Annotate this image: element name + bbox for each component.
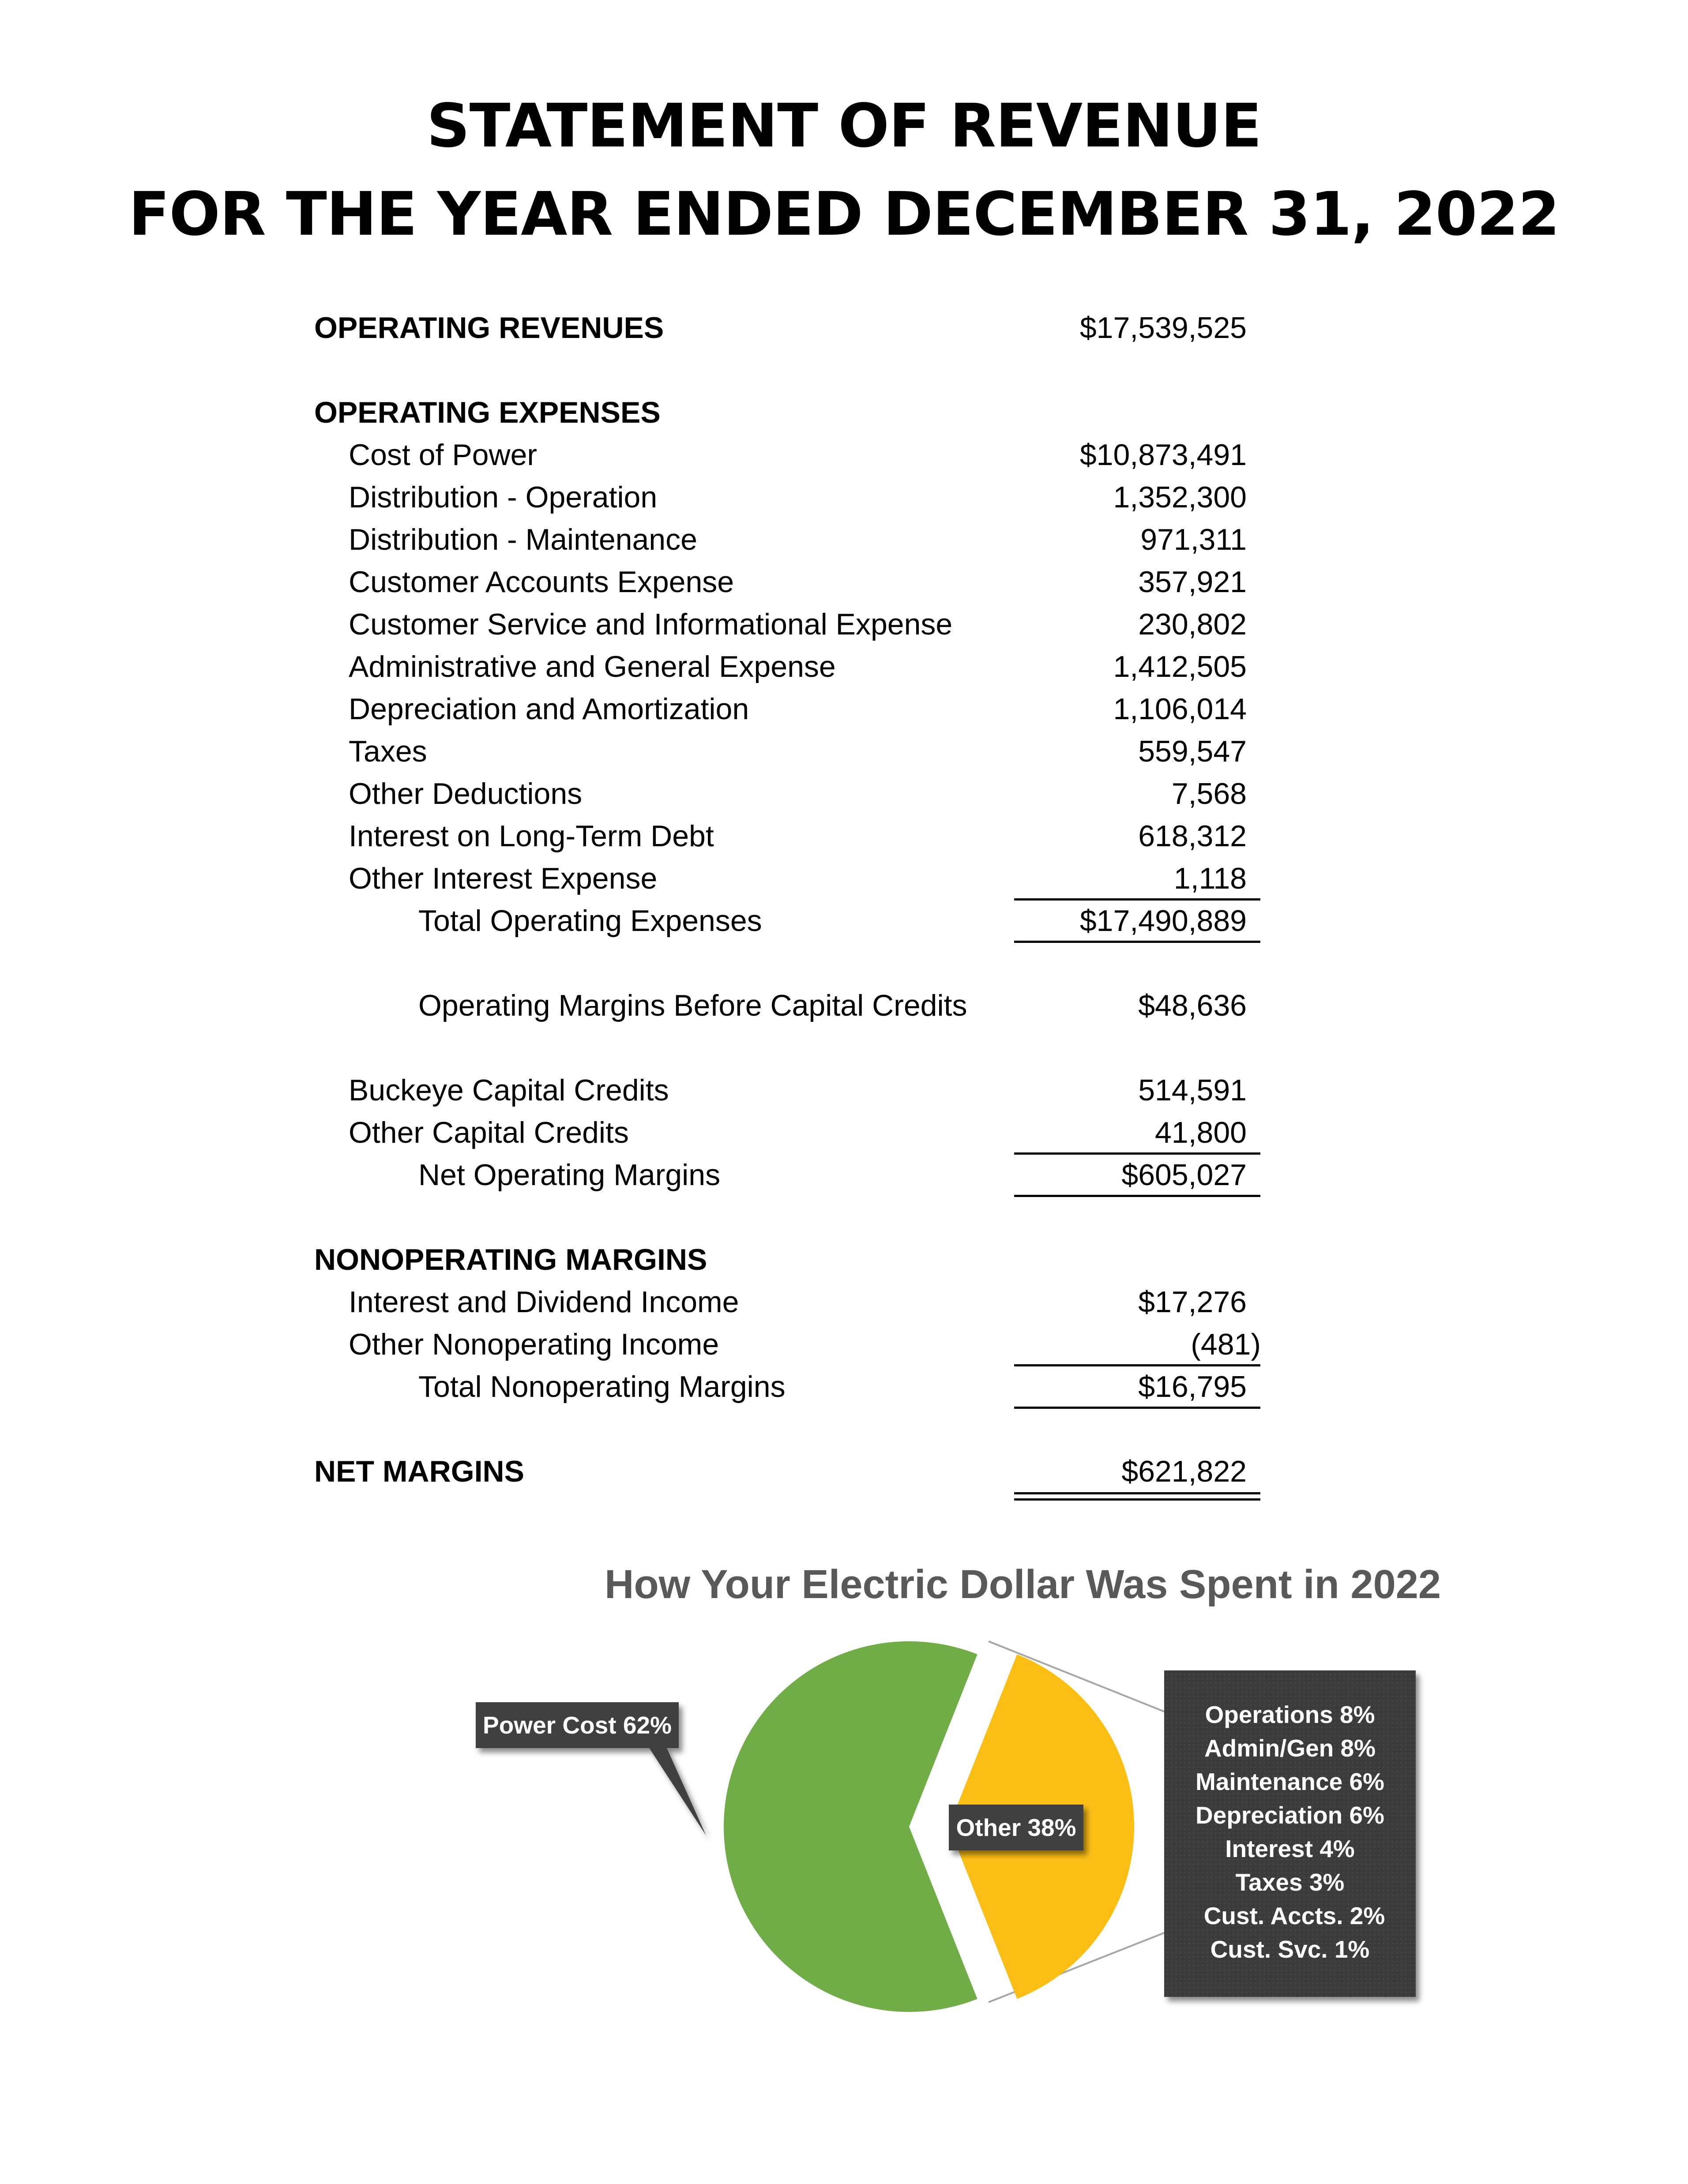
operating-revenues-amount: $17,539,525	[1079, 311, 1247, 345]
net-margins-amount: $621,822	[1121, 1455, 1247, 1488]
breakdown-item: Depreciation 6%	[1196, 1801, 1384, 1829]
breakdown-item: Cust. Accts. 2%	[1203, 1902, 1385, 1929]
capital-credit-label: Other Capital Credits	[349, 1116, 629, 1149]
operating-revenues-label: OPERATING REVENUES	[314, 311, 664, 345]
expense-amount: 1,118	[1173, 862, 1247, 895]
expense-label: Customer Service and Informational Expense	[349, 608, 953, 641]
expense-label: Interest on Long-Term Debt	[349, 819, 714, 853]
breakdown-item: Admin/Gen 8%	[1204, 1734, 1376, 1762]
power-cost-label: Power Cost 62%	[483, 1711, 672, 1739]
chart-title: How Your Electric Dollar Was Spent in 2022	[605, 1562, 1441, 1607]
expense-label: Other Deductions	[349, 777, 583, 811]
expense-amount: 357,921	[1138, 565, 1247, 599]
nonoperating-amount: (481)	[1191, 1328, 1261, 1361]
expense-amount: 1,352,300	[1113, 480, 1247, 514]
page-title-line-1: STATEMENT OF REVENUE	[426, 91, 1262, 161]
breakdown-item: Operations 8%	[1205, 1701, 1375, 1728]
expense-amount: 230,802	[1138, 608, 1247, 641]
expense-label: Depreciation and Amortization	[349, 692, 749, 726]
breakdown-item: Maintenance 6%	[1196, 1768, 1384, 1795]
total-nonoperating-label: Total Nonoperating Margins	[418, 1370, 786, 1403]
page-title-line-2: FOR THE YEAR ENDED DECEMBER 31, 2022	[128, 180, 1560, 249]
pie-slice-power-cost	[724, 1641, 977, 2012]
expense-amount: 559,547	[1138, 735, 1247, 768]
total-operating-expenses-label: Total Operating Expenses	[418, 904, 762, 938]
expense-label: Distribution - Maintenance	[349, 523, 697, 556]
expense-amount: $10,873,491	[1079, 438, 1247, 472]
expense-label: Cost of Power	[349, 438, 538, 472]
other-label: Other 38%	[956, 1814, 1076, 1841]
expense-label: Other Interest Expense	[349, 862, 658, 895]
capital-credit-amount: 514,591	[1138, 1073, 1247, 1107]
expense-label: Distribution - Operation	[349, 480, 658, 514]
breakdown-item: Taxes 3%	[1235, 1869, 1345, 1896]
nonoperating-heading: NONOPERATING MARGINS	[314, 1243, 707, 1276]
expense-amount: 971,311	[1140, 523, 1247, 556]
expense-amount: 1,106,014	[1113, 692, 1247, 726]
nonoperating-label: Interest and Dividend Income	[349, 1285, 739, 1319]
breakdown-item: Cust. Svc. 1%	[1210, 1936, 1370, 1963]
net-margins-label: NET MARGINS	[314, 1455, 524, 1488]
total-nonoperating-amount: $16,795	[1138, 1370, 1247, 1403]
expense-amount: 618,312	[1138, 819, 1247, 853]
nonoperating-label: Other Nonoperating Income	[349, 1328, 719, 1361]
expense-amount: 1,412,505	[1113, 650, 1247, 683]
net-operating-margins-label: Net Operating Margins	[418, 1158, 721, 1192]
breakdown-item: Interest 4%	[1225, 1835, 1355, 1862]
operating-margins-before-label: Operating Margins Before Capital Credits	[418, 989, 967, 1022]
operating-expenses-heading: OPERATING EXPENSES	[314, 396, 661, 429]
capital-credit-label: Buckeye Capital Credits	[349, 1073, 669, 1107]
operating-margins-before-amount: $48,636	[1138, 989, 1247, 1022]
capital-credit-amount: 41,800	[1155, 1116, 1247, 1149]
expense-label: Customer Accounts Expense	[349, 565, 734, 599]
expense-label: Taxes	[349, 735, 427, 768]
expense-label: Administrative and General Expense	[349, 650, 836, 683]
expense-amount: 7,568	[1171, 777, 1247, 811]
total-operating-expenses-amount: $17,490,889	[1079, 904, 1247, 938]
nonoperating-amount: $17,276	[1138, 1285, 1247, 1319]
net-operating-margins-amount: $605,027	[1121, 1158, 1247, 1192]
